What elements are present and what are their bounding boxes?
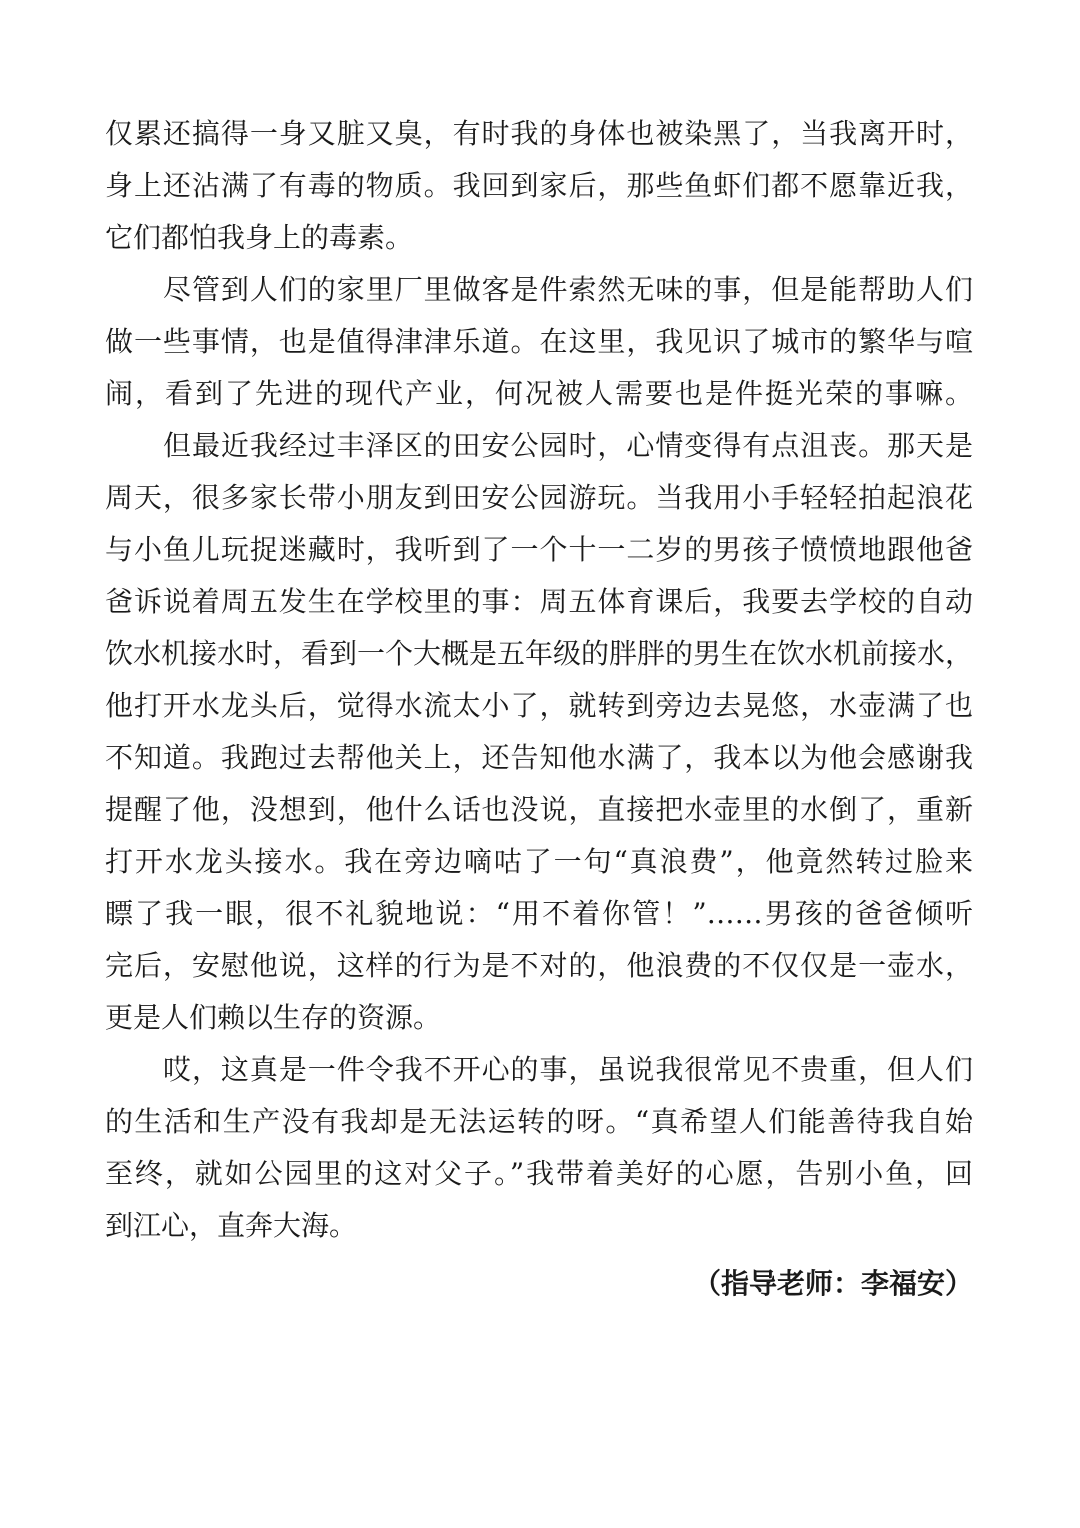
text-line: 但最近我经过丰泽区的田安公园时，心情变得有点沮丧。那天是 [163,429,973,462]
text-line: 至终，就如公园里的这对父子。”我带着美好的心愿，告别小鱼，回 [105,1157,973,1190]
text-line: 身上还沾满了有毒的物质。我回到家后，那些鱼虾们都不愿靠近我， [105,169,973,202]
text-line: 与小鱼儿玩捉迷藏时，我听到了一个十一二岁的男孩子愤愤地跟他爸 [105,533,973,566]
text-line: 周天，很多家长带小朋友到田安公园游玩。当我用小手轻轻拍起浪花 [105,481,973,514]
text-line: 它们都怕我身上的毒素。 [105,221,414,254]
paragraph-1 [105,108,973,264]
text-line: 尽管到人们的家里厂里做客是件索然无味的事，但是能帮助人们 [163,273,973,306]
text-line: 提醒了他，没想到，他什么话也没说，直接把水壶里的水倒了，重新 [105,793,973,826]
text-line: 的生活和生产没有我却是无法运转的呀。“真希望人们能善待我自始 [105,1105,973,1138]
advisor-signature: （指导老师：李福安） [692,1267,973,1300]
text-line: 完后，安慰他说，这样的行为是不对的，他浪费的不仅仅是一壶水， [105,949,973,982]
text-line: 仅累还搞得一身又脏又臭，有时我的身体也被染黑了，当我离开时， [105,117,973,150]
text-line: 闹，看到了先进的现代产业，何况被人需要也是件挺光荣的事嘛。 [105,377,973,410]
text-line: 到江心，直奔大海。 [105,1209,358,1242]
text-line: 爸诉说着周五发生在学校里的事：周五体育课后，我要去学校的自动 [105,585,973,618]
text-line: 更是人们赖以生存的资源。 [105,1001,442,1034]
text-line: 打开水龙头接水。我在旁边嘀咕了一句“真浪费”，他竟然转过脸来 [105,845,973,878]
text-line: 瞟了我一眼，很不礼貌地说：“用不着你管！”……男孩的爸爸倾听 [105,897,973,930]
text-line: 饮水机接水时，看到一个大概是五年级的胖胖的男生在饮水机前接水， [105,637,974,670]
text-line: 他打开水龙头后，觉得水流太小了，就转到旁边去晃悠，水壶满了也 [105,689,973,722]
text-line: 不知道。我跑过去帮他关上，还告知他水满了，我本以为他会感谢我 [105,741,973,774]
paragraph-3 [105,420,973,1044]
text-line: 做一些事情，也是值得津津乐道。在这里，我见识了城市的繁华与喧 [105,325,973,358]
article-body [105,108,973,1310]
text-line: 哎，这真是一件令我不开心的事，虽说我很常见不贵重，但人们 [163,1053,973,1086]
paragraph-2 [105,264,973,420]
paragraph-4 [105,1044,973,1252]
